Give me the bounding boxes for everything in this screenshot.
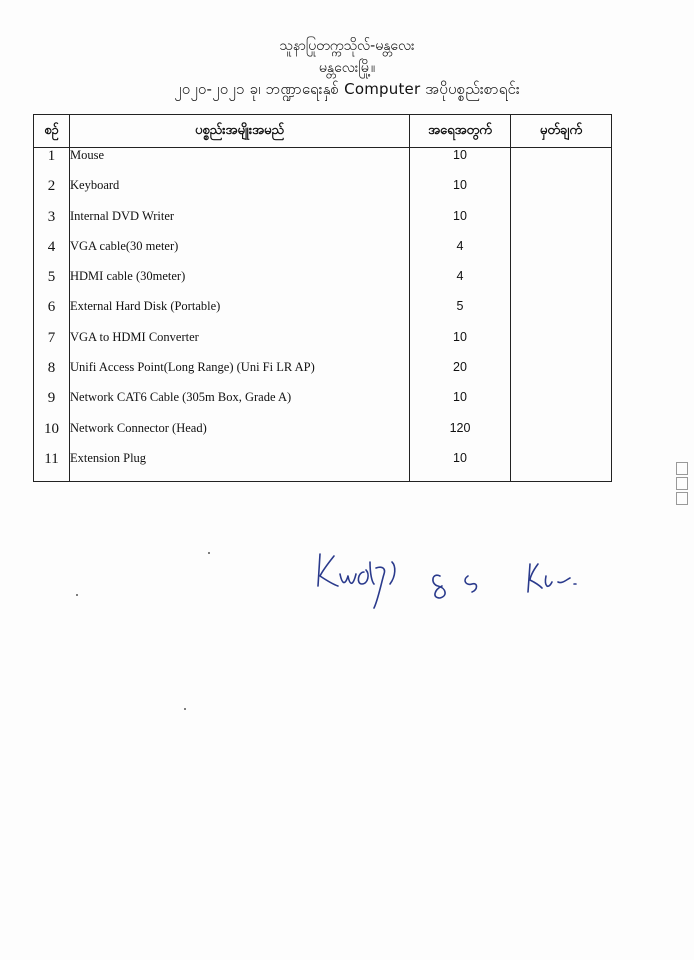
row-item-name: Network CAT6 Cable (305m Box, Grade A) bbox=[70, 390, 410, 420]
header-remarks: မှတ်ချက် bbox=[511, 115, 612, 148]
table-row bbox=[34, 299, 612, 329]
row-item-name: HDMI cable (30meter) bbox=[70, 269, 410, 299]
row-serial-no: 4 bbox=[34, 239, 70, 269]
row-quantity: 4 bbox=[410, 269, 511, 299]
row-item-name: VGA cable(30 meter) bbox=[70, 239, 410, 269]
row-serial-no: 2 bbox=[34, 178, 70, 208]
margin-box bbox=[676, 462, 688, 475]
table-row bbox=[34, 330, 612, 360]
row-remarks bbox=[511, 239, 612, 269]
row-remarks bbox=[511, 299, 612, 329]
row-item-name: Keyboard bbox=[70, 178, 410, 208]
header-serial-no: စဉ် bbox=[34, 115, 70, 148]
table-row bbox=[34, 209, 612, 239]
row-serial-no: 3 bbox=[34, 209, 70, 239]
margin-box bbox=[676, 492, 688, 505]
table-row bbox=[34, 451, 612, 482]
row-quantity: 10 bbox=[410, 148, 511, 179]
row-serial-no: 1 bbox=[34, 148, 70, 179]
paper-speck bbox=[76, 594, 78, 596]
row-item-name: Unifi Access Point(Long Range) (Uni Fi LR AP) bbox=[70, 360, 410, 390]
row-quantity: 10 bbox=[410, 390, 511, 420]
row-serial-no: 5 bbox=[34, 269, 70, 299]
row-remarks bbox=[511, 178, 612, 208]
row-remarks bbox=[511, 269, 612, 299]
table-row bbox=[34, 421, 612, 451]
table-header-row bbox=[34, 115, 612, 148]
row-quantity: 10 bbox=[410, 209, 511, 239]
row-quantity: 120 bbox=[410, 421, 511, 451]
row-serial-no: 9 bbox=[34, 390, 70, 420]
margin-checkboxes bbox=[676, 462, 688, 507]
row-item-name: Internal DVD Writer bbox=[70, 209, 410, 239]
row-remarks bbox=[511, 421, 612, 451]
table-row bbox=[34, 269, 612, 299]
table-row bbox=[34, 239, 612, 269]
row-quantity: 4 bbox=[410, 239, 511, 269]
paper-speck bbox=[208, 552, 210, 554]
row-serial-no: 8 bbox=[34, 360, 70, 390]
row-item-name: Extension Plug bbox=[70, 451, 410, 482]
row-quantity: 10 bbox=[410, 451, 511, 482]
table-row bbox=[34, 360, 612, 390]
institution-name: သူနာပြုတက္ကသိုလ်-မန္တလေး bbox=[279, 38, 415, 54]
city-name: မန္တလေးမြို့။ bbox=[318, 60, 376, 76]
header-item-name: ပစ္စည်းအမျိုးအမည် bbox=[70, 115, 410, 148]
table-row bbox=[34, 178, 612, 208]
header-quantity: အရေအတွက် bbox=[410, 115, 511, 148]
row-serial-no: 11 bbox=[34, 451, 70, 482]
row-item-name: Mouse bbox=[70, 148, 410, 179]
row-serial-no: 10 bbox=[34, 421, 70, 451]
row-item-name: VGA to HDMI Converter bbox=[70, 330, 410, 360]
row-quantity: 10 bbox=[410, 178, 511, 208]
row-remarks bbox=[511, 360, 612, 390]
row-item-name: Network Connector (Head) bbox=[70, 421, 410, 451]
row-quantity: 20 bbox=[410, 360, 511, 390]
table-row bbox=[34, 390, 612, 420]
row-serial-no: 7 bbox=[34, 330, 70, 360]
row-serial-no: 6 bbox=[34, 299, 70, 329]
row-remarks bbox=[511, 148, 612, 179]
paper-speck bbox=[184, 708, 186, 710]
row-remarks bbox=[511, 330, 612, 360]
document-title: ၂၀၂၀-၂၀၂၁ ခု၊ ဘဏ္ဍာရေးနှစ် Computer အပိုပစ္စည်းစာရင်း bbox=[174, 80, 520, 98]
row-remarks bbox=[511, 451, 612, 482]
row-quantity: 10 bbox=[410, 330, 511, 360]
row-quantity: 5 bbox=[410, 299, 511, 329]
table-row bbox=[34, 148, 612, 179]
inventory-table bbox=[33, 114, 612, 482]
row-remarks bbox=[511, 209, 612, 239]
margin-box bbox=[676, 477, 688, 490]
handwritten-signature bbox=[312, 540, 602, 620]
row-item-name: External Hard Disk (Portable) bbox=[70, 299, 410, 329]
row-remarks bbox=[511, 390, 612, 420]
